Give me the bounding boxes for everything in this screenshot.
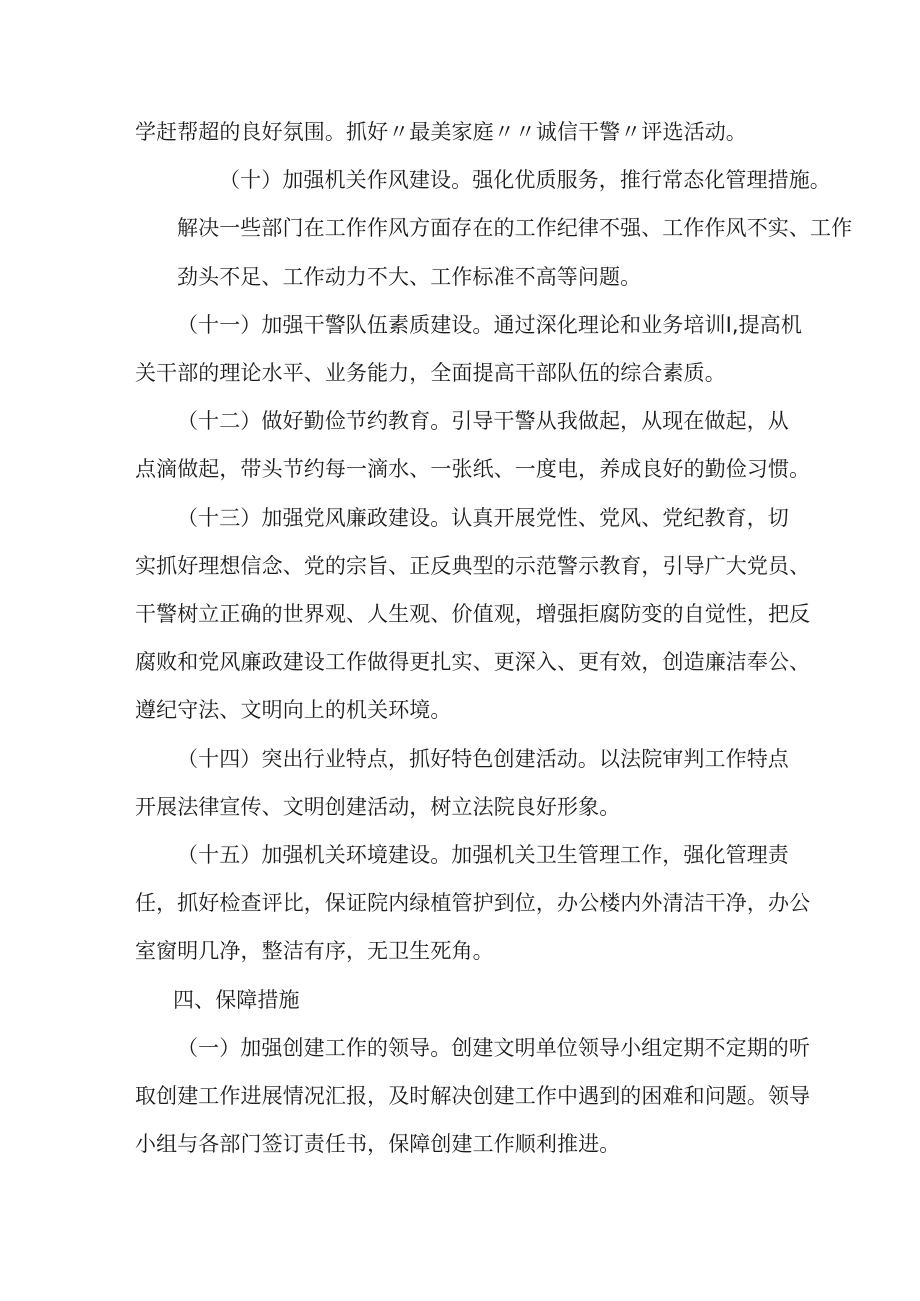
text-line: （十三）加强党风廉政建设。认真开展党性、党风、党纪教育，切 [177, 505, 789, 530]
text-line: 劲头不足、工作动力不大、工作标准不高等问题。 [177, 264, 642, 289]
text-line: 实抓好理想信念、党的宗旨、正反典型的示范警示教育，引导广大党员、 [135, 553, 811, 578]
text-line: 关干部的理论水平、业务能力，全面提高干部队伍的综合素质。 [135, 361, 726, 386]
paragraph-item-11 [135, 301, 802, 397]
section-title: 四、保障措施 [173, 987, 300, 1012]
text-line: （十五）加强机关环境建设。加强机关卫生管理工作，强化管理责 [177, 843, 789, 868]
document-body [135, 108, 853, 1168]
text-line: 遵纪守法、文明向上的机关环境。 [135, 698, 452, 723]
text-line: 开展法律宣传、文明创建活动，树立法院良好形象。 [135, 794, 621, 819]
text-line: 小组与各部门签订责任书，保障创建工作顺利推进。 [135, 1132, 621, 1157]
text-line: （十一）加强干警队伍素质建设。通过深化理论和业务培训Ⅰ,提高机 [177, 312, 802, 337]
text-line: （十二）做好勤俭节约教育。引导干警从我做起，从现在做起，从 [177, 409, 789, 434]
text-line: 取创建工作进展情况汇报，及时解决创建工作中遇到的困难和问题。领导 [135, 1084, 811, 1109]
paragraph-item-13 [135, 494, 811, 735]
text-line: （十）加强机关作风建设。强化优质服务，推行常态化管理措施。 [219, 168, 831, 193]
paragraph-continuation [135, 108, 785, 156]
text-line: 室窗明几净，整洁有序，无卫生死角。 [135, 939, 494, 964]
text-line: （十四）突出行业特点，抓好特色创建活动。以法院审判工作特点 [177, 746, 789, 771]
text-line: 学赶帮超的良好氛围。抓好〃最美家庭〃〃诚信干警〃评选活动。 [135, 120, 747, 144]
paragraph-item-12 [135, 397, 811, 493]
text-line: 腐败和党风廉政建设工作做得更扎实、更深入、更有效，创造廉洁奉公、 [135, 650, 811, 675]
text-line: 任，抓好检查评比，保证院内绿植管护到位，办公楼内外清洁干净，办公 [135, 891, 811, 916]
paragraph-item-10 [135, 156, 853, 301]
text-line: 干警树立正确的世界观、人生观、价值观，增强拒腐防变的自觉性，把反 [135, 602, 811, 627]
text-line: （一）加强创建工作的领导。创建文明单位领导小组定期不定期的听 [177, 1035, 810, 1060]
paragraph-section-4-item-1 [135, 1024, 811, 1169]
section-heading [135, 976, 785, 1024]
text-line: 解决一些部门在工作作风方面存在的工作纪律不强、工作作风不实、工作 [177, 216, 853, 241]
text-line: 点滴做起，带头节约每一滴水、一张纸、一度电，养成良好的勤俭习惯。 [135, 457, 811, 482]
paragraph-item-14 [135, 735, 789, 831]
paragraph-item-15 [135, 831, 811, 976]
